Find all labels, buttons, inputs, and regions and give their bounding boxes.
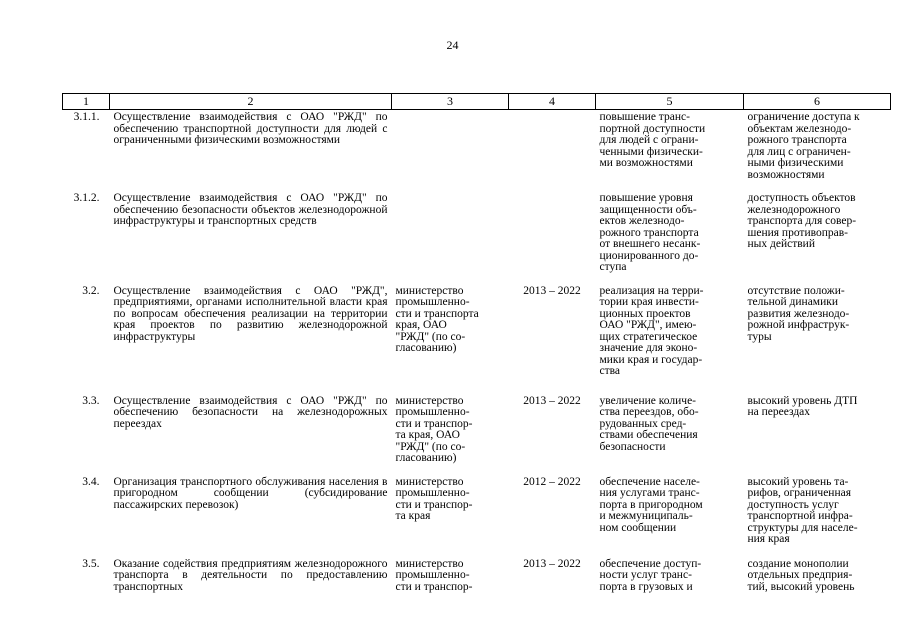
measure-text: Осуществление взаимодействия с ОАО "РЖД" по обеспечению транспортной доступности для людей с ограниченными физическими возможностями xyxy=(113,111,388,146)
table-row xyxy=(63,394,891,475)
table-row xyxy=(63,557,891,594)
risk-text: создание монополии отдельных предприя- тий, высокий уровень xyxy=(747,557,855,593)
period-text xyxy=(509,191,596,284)
period-text: 2013 – 2022 xyxy=(523,557,581,570)
column-header-2: 2 xyxy=(110,94,392,110)
table-row xyxy=(63,110,891,192)
result-text: обеспечение доступ- ности услуг транс- порта в грузовых и xyxy=(599,557,702,593)
measure-text: Осуществление взаимодействия с ОАО "РЖД" по обеспечению безопасности на железнодорожных переездах xyxy=(113,394,388,430)
risk-text: доступность объектов железнодорожного транспорта для совер- шения противоправ- ных действий xyxy=(747,192,857,250)
measure-text: Организация транспортного обслуживания населения в пригородном сообщении (субсидирование пассажирских перевозок) xyxy=(113,475,388,511)
table-row xyxy=(63,284,891,394)
table-header-row xyxy=(63,94,891,110)
result-text: увеличение количе- ства переездов, обо- рудованных сред- ствами обеспечения безопасности xyxy=(599,394,699,453)
column-header-6: 6 xyxy=(744,94,891,110)
row-number: 3.1.2. xyxy=(73,192,100,204)
page-number: 24 xyxy=(446,38,459,52)
row-number: 3.3. xyxy=(82,394,100,407)
result-text: повышение транс- портной доступности для людей с ограни- ченными физически- ми возможностями xyxy=(599,111,706,169)
responsible-text xyxy=(392,191,509,284)
table-row xyxy=(63,191,891,284)
period-text: 2013 – 2022 xyxy=(523,394,581,407)
column-header-3: 3 xyxy=(392,94,509,110)
risk-text: высокий уровень ДТП на переездах xyxy=(747,394,858,418)
result-text: реализация на терри- тории края инвести- ционных проектов ОАО "РЖД", имею- щих стратегическое значение для эконо- мики края и государ- ства xyxy=(599,284,704,377)
risk-text: высокий уровень та- рифов, ограниченная доступность услуг транспортной инфра- структуры для населе- ния края xyxy=(747,475,858,545)
responsible-text: министерство промышленно- сти и транспор- та края, ОАО "РЖД" (по со- гласованию) xyxy=(395,394,473,464)
risk-text: ограничение доступа к объектам железнодо- рожного транспорта для лиц с ограничен- ными физическими возможностями xyxy=(747,111,860,181)
row-number: 3.5. xyxy=(82,557,100,570)
period-text xyxy=(509,110,596,192)
column-header-4: 4 xyxy=(509,94,596,110)
responsible-text: министерство промышленно- сти и транспорта края, ОАО "РЖД" (по со- гласованию) xyxy=(395,284,479,354)
row-number: 3.4. xyxy=(82,475,100,488)
column-header-1: 1 xyxy=(63,94,110,110)
result-text: обеспечение населе- ния услугами транс- порта в пригородном и межмуниципаль- ном сообщении xyxy=(599,475,703,534)
period-text: 2012 – 2022 xyxy=(523,475,581,488)
result-text: повышение уровня защищенности объ- ектов железнодо- рожного транспорта от внешнего несанк- ционированного до- ступа xyxy=(599,192,701,273)
risk-text: отсутствие положи- тельной динамики развития железнодо- рожной инфраструк- туры xyxy=(747,284,850,343)
period-text: 2013 – 2022 xyxy=(523,284,581,297)
responsible-text: министерство промышленно- сти и транспор- xyxy=(395,557,473,593)
responsible-text xyxy=(392,110,509,192)
table-row xyxy=(63,475,891,557)
row-number: 3.1.1. xyxy=(73,111,100,123)
column-header-5: 5 xyxy=(596,94,744,110)
responsible-text: министерство промышленно- сти и транспор- та края xyxy=(395,475,473,522)
measure-text: Осуществление взаимодействия с ОАО "РЖД", предприятиями, органами исполнительной власти края по вопросам обеспечения реализации на территории края проектов по развитию железнодорожной инфраструктуры xyxy=(113,284,388,343)
measures-table xyxy=(62,93,891,593)
measure-text: Осуществление взаимодействия с ОАО "РЖД" по обеспечению безопасности объектов железнодорожной инфраструктуры и транспортных средств xyxy=(113,192,388,227)
measure-text: Оказание содействия предприятиям железнодорожного транспорта в деятельности по предоставлению транспортных xyxy=(113,557,388,593)
row-number: 3.2. xyxy=(82,284,100,297)
